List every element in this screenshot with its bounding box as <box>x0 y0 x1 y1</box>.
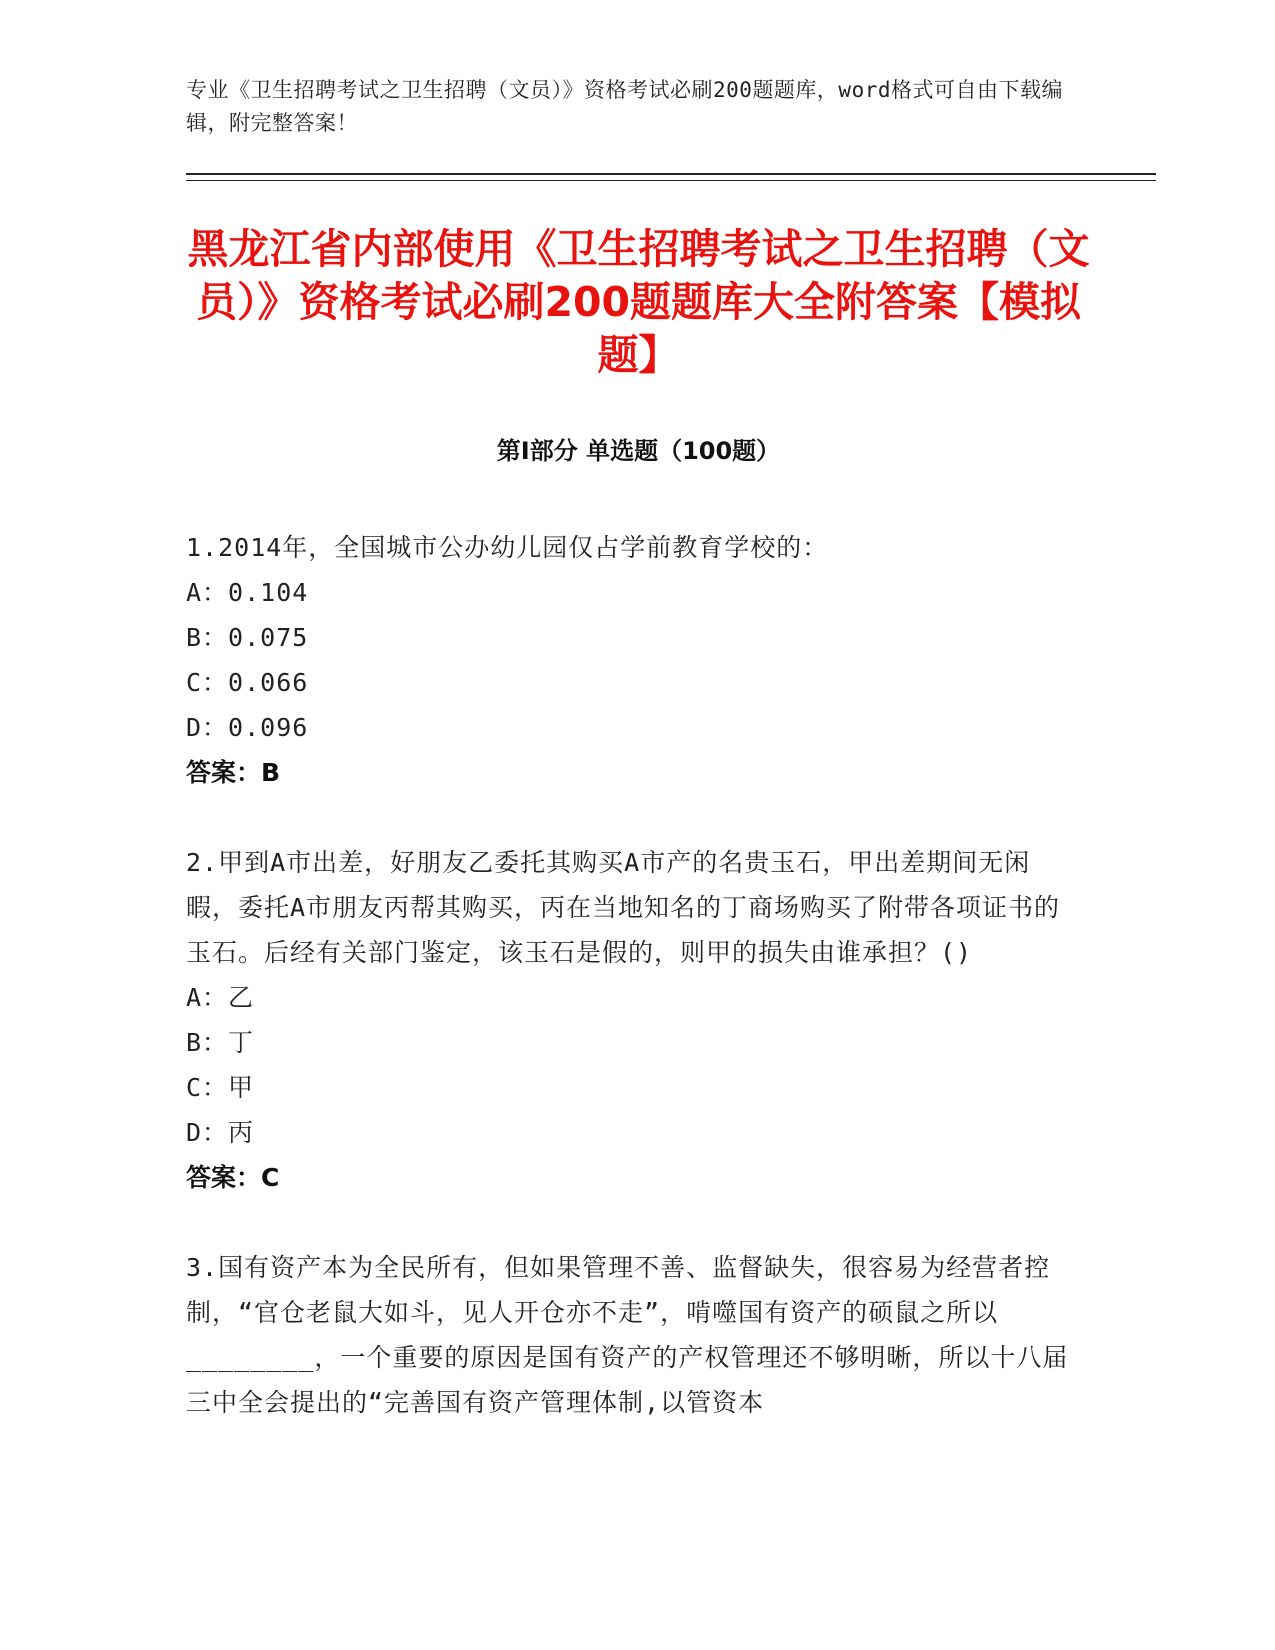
option-d: D：0.096 <box>186 713 309 742</box>
option-a: A：0.104 <box>186 578 309 607</box>
option-d: D：丙 <box>186 1118 255 1147</box>
question-stem: 1.2014年，全国城市公办幼儿园仅占学前教育学校的： <box>186 533 829 562</box>
header-divider-thick <box>186 173 1156 175</box>
question-list <box>186 525 1076 1470</box>
option-b: B：0.075 <box>186 623 309 652</box>
question-3 <box>186 1245 1076 1425</box>
question-stem: 2.甲到A市出差，好朋友乙委托其购买A市产的名贵玉石，甲出差期间无闲暇，委托A市朋友丙帮其购买，丙在当地知名的丁商场购买了附带各项证书的玉石。后经有关部门鉴定，该玉石是假的，则甲的损失由谁承担？() <box>186 848 1061 967</box>
option-a: A：乙 <box>186 983 255 1012</box>
header-note: 专业《卫生招聘考试之卫生招聘（文员）》资格考试必刷200题题库，word格式可自由下载编辑，附完整答案！ <box>186 78 1063 135</box>
option-b: B：丁 <box>186 1028 255 1057</box>
document-title: 黑龙江省内部使用《卫生招聘考试之卫生招聘（文员）》资格考试必刷200题题库大全附答案【模拟题】 <box>187 225 1090 379</box>
option-c: C：0.066 <box>186 668 309 697</box>
header-divider-thin <box>186 180 1156 181</box>
answer: 答案：C <box>186 1163 280 1192</box>
answer: 答案：B <box>186 758 281 787</box>
question-stem: 3.国有资产本为全民所有，但如果管理不善、监督缺失，很容易为经营者控制，“官仓老鼠大如斗，见人开仓亦不走”，啃噬国有资产的硕鼠之所以________，一个重要的原因是国有资产的产权管理还不够明晰，所以十八届三中全会提出的“完善国有资产管理体制,以管资本 <box>186 1253 1069 1417</box>
option-c: C：甲 <box>186 1073 255 1102</box>
question-1 <box>186 525 1076 795</box>
question-2 <box>186 840 1076 1200</box>
section-title: 第Ⅰ部分 单选题（100题） <box>496 437 781 465</box>
